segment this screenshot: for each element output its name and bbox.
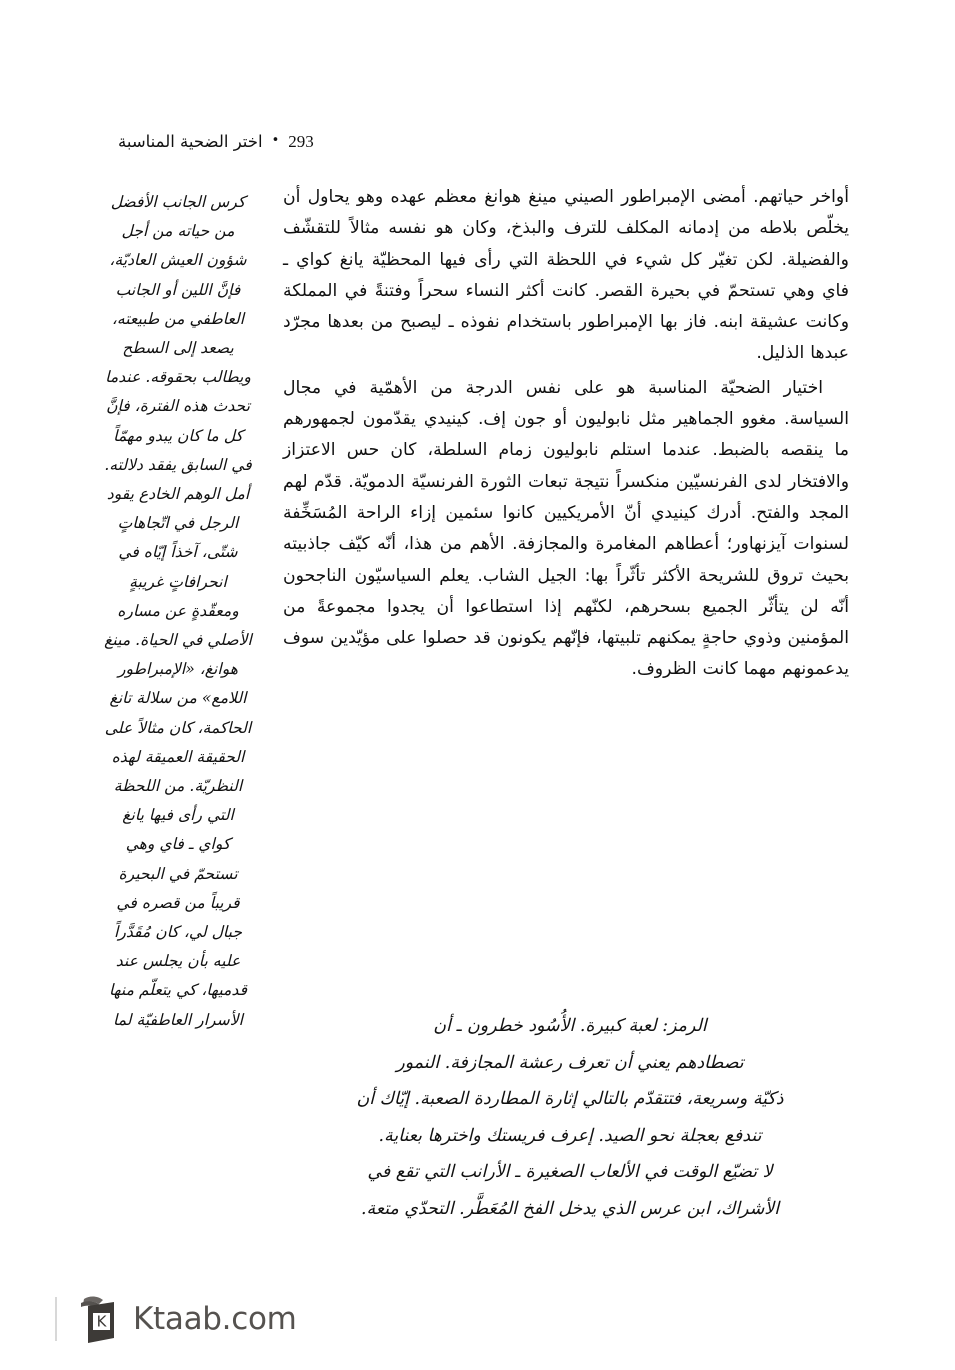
body-paragraph-2: اختيار الضحيّة المناسبة هو على نفس الدرجة من الأهمّية في مجال السياسة. مغوو الجماهير مثل نابوليون أو جون إف. كينيدي يقدّمون لجمهورهم ما ينقصه بالضبط. عندما استلم نابوليون زمام السلطة، كان حس الاعتزاز والافتخار لدى الفرنسيّين منكسراً نتيجة تبعات الثورة الفرنسيّة الدمويّة. قدّم لهم المجد والفتح. أدرك كينيدي أنّ الأمريكيين كانوا سئمين إزاء الراحة المُسَخِّفة لسنوات آيزنهاور؛ أعطاهم المغامرة والمجازفة. الأهم من هذا، أنّه كيّف جاذبيته بحيث تروق للشريحة الأكثر تأثّراً بها: الجيل الشاب. يعلم السياسيّون الناجحون أنّه لن يتأثّر الجميع بسحرهم، لكنّهم إذا استطاعوا أن يجدوا مجموعةً من المؤمنين وذوي حاجةٍ يمكنهم تلبيتها، فإنّهم يكونون قد حصلوا على مؤيّدين سوف يدعمونهم مهما كانت الظروف. (283, 377, 849, 680)
main-text-column (283, 182, 849, 686)
page-number: 293 (288, 132, 314, 151)
marginal-note (104, 188, 252, 1035)
header-separator-dot: • (271, 133, 280, 148)
watermark-brand-text: Ktaab.com (133, 1300, 297, 1337)
running-header (118, 132, 358, 158)
symbol-line-6: الأشراك، ابن عرس الذي يدخل الفخ المُعَطَّر. التحدّي متعة. (360, 1198, 780, 1219)
symbol-line-2: تصطادهم يعني أن تعرف رعشة المجازفة. النمور (396, 1052, 744, 1073)
marginal-note-text: كرس الجانب الأفضل من حياته من أجل شؤون العيش العاديّة، فإنَّ اللين أو الجانب العاطفي من طبيعته، يصعد إلى السطح ويطالب بحقوقه. عندما تحدث هذه الفترة، فإنَّ كل ما كان يبدو مهمّاً في السابق يفقد دلالته. أمل الوهم الخادع يقود الرجل في اتّجاهاتٍ شتّى، آخذاً إيّاه في انحرافاتٍ غريبةٍ ومعقّدةٍ عن مساره الأصلي في الحياة. مينغ هوانغ، «الإمبراطور اللامع» من سلالة تانغ الحاكمة، كان مثالاً على الحقيقة العميقة لهذه النظريّة. من اللحظة التي رأى فيها يانغ كواي ـ فاي وهي تستحمّ في البحيرة قريباً من قصره في جبال لي، كان مُقَدَّراً عليه بأن يجلس عند قدميها، كي يتعلّم منها الأسرار العاطفيّة لما (104, 193, 252, 1029)
book-logo-icon (72, 1292, 122, 1346)
symbol-line-1: الرمز: لعبة كبيرة. الأُسُود خطرون ـ أن (433, 1016, 707, 1036)
symbol-line-3: ذكيّة وسريعة، فتتقدّم بالتالي إثارة المطاردة الصعبة. إيّاك أن (356, 1089, 784, 1109)
symbol-line-4: تندفع بعجلة نحو الصيد. إعرف فريستك واخترها بعناية. (378, 1125, 762, 1146)
symbol-line-5: لا تضيّع الوقت في الألعاب الصغيرة ـ الأرانب التي تقع في (367, 1162, 773, 1182)
body-paragraph-1: أواخر حياتهم. أمضى الإمبراطور الصيني مينغ هوانغ معظم عهده وهو يحاول أن يخلّص بلاطه من إدمانه المكلف للترف والبذخ، وكان هو نفسه مثالاً للتقشّف والفضيلة. لكن تغيّر كل شيء في اللحظة التي رأى فيها المحظيّة يانغ كواي ـ فاي وهي تستحمّ في بحيرة القصر. كانت أكثر النساء سحراً وفتنةً في المملكة وكانت عشيقة ابنه. فاز بها الإمبراطور باستخدام نفوذه ـ ليصبح من بعدها مجرّد عبدها الذليل. (283, 187, 849, 364)
svg-text:K: K (96, 1312, 107, 1331)
chapter-title: اختر الضحية المناسبة (118, 132, 263, 151)
watermark-divider (55, 1297, 57, 1341)
symbol-callout-block (290, 1008, 850, 1227)
watermark (55, 1288, 297, 1350)
